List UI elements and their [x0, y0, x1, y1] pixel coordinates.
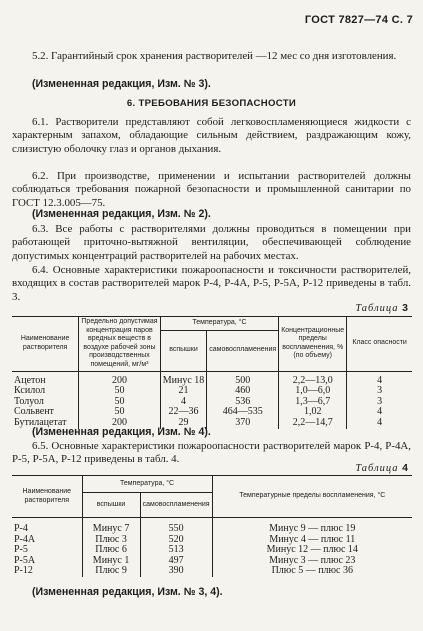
cell-class: 4: [347, 418, 412, 429]
cell-limits: 1,0—6,0: [279, 386, 347, 397]
paragraph-6-3: 6.3. Все работы с растворителями должны проводиться в помещении при работающей приточно-вытяжной вентиляции, обеспечивающей соблюдение допустимых концентраций растворителей на рабочих местах.: [12, 223, 411, 262]
column-header-pdk: Предельно допустимая концентрация паров вредных веществ в воздухе рабочей зоны производственных помещений, мг/м³: [79, 317, 160, 372]
cell-flash: Минус 18: [160, 371, 207, 386]
column-header-self-ignition: самовоспламенения: [207, 330, 279, 371]
cell-class: 3: [347, 386, 412, 397]
cell-class: 4: [347, 371, 412, 386]
cell-flash: Плюс 6: [82, 545, 140, 556]
table-row: [12, 371, 412, 386]
cell-flash: Минус 7: [82, 518, 140, 535]
cell-limits: 1,3—6,7: [279, 397, 347, 408]
cell-self: 550: [140, 518, 212, 535]
cell-name: Ксилол: [14, 385, 46, 397]
amendment-note: (Измененная редакция, Изм. № 3).: [32, 78, 211, 90]
cell-flash: 21: [160, 386, 207, 397]
cell-limits: 2,2—13,0: [279, 371, 347, 386]
cell-self: 520: [140, 535, 212, 546]
paragraph-6-2: 6.2. При производстве, применении и испытании растворителей должны соблюдаться требования пожарной безопасности и промышленной санитарии по ГОСТ 12.3.005—75.: [12, 170, 411, 209]
cell-flash: Плюс 3: [82, 535, 140, 546]
cell-flash: Плюс 9: [82, 566, 140, 577]
cell-self: 460: [207, 386, 279, 397]
column-header-temperature: Температура, °С: [82, 476, 212, 493]
cell-name: Бутилацетат: [14, 416, 67, 428]
table-row: [12, 518, 412, 535]
cell-class: 4: [347, 407, 412, 418]
cell-name: Р-12: [14, 565, 33, 577]
cell-limits: Минус 3 — плюс 23: [212, 556, 412, 567]
caption-number: 3: [402, 302, 409, 314]
column-header-name: Наименование растворителя: [12, 317, 79, 372]
amendment-note: (Измененная редакция, Изм. № 4).: [32, 426, 211, 438]
amendment-note: (Измененная редакция, Изм. № 3, 4).: [32, 586, 223, 598]
amendment-note: (Измененная редакция, Изм. № 2).: [32, 208, 211, 220]
column-header-temperature: Температура, °С: [160, 317, 278, 331]
cell-self: 390: [140, 566, 212, 577]
column-header-flash: вспышки: [82, 493, 140, 518]
cell-pdk: 200: [79, 418, 160, 429]
table-row: [12, 397, 412, 408]
caption-word: Таблица: [355, 303, 399, 314]
cell-pdk: 200: [79, 371, 160, 386]
cell-limits: 2,2—14,7: [279, 418, 347, 429]
cell-self: 500: [207, 371, 279, 386]
table-row: [12, 407, 412, 418]
column-header-flash: вспышки: [160, 330, 207, 371]
paragraph-5-2: 5.2. Гарантийный срок хранения растворителей —12 мес со дня изготовления.: [32, 50, 397, 62]
cell-name: Сольвент: [14, 406, 54, 418]
table-3: [12, 316, 412, 429]
cell-pdk: 50: [79, 397, 160, 408]
cell-name: Р-4: [14, 523, 28, 534]
section-title: 6. ТРЕБОВАНИЯ БЕЗОПАСНОСТИ: [126, 98, 297, 109]
cell-self: 536: [207, 397, 279, 408]
table-4: [12, 475, 412, 577]
cell-pdk: 50: [79, 386, 160, 397]
cell-limits: Плюс 5 — плюс 36: [212, 566, 412, 577]
paragraph-6-4: 6.4. Основные характеристики пожароопасности и токсичности растворителей, входящих в состав растворителей марок Р-4, Р-4А, Р-5, Р-5А, Р-12 приведены в табл. 3.: [12, 264, 411, 303]
cell-flash: 4: [160, 397, 207, 408]
cell-class: 3: [347, 397, 412, 408]
cell-flash: 22—36: [160, 407, 207, 418]
column-header-self-ignition: самовоспламенения: [140, 493, 212, 518]
caption-word: Таблица: [355, 463, 399, 474]
column-header-limits: Концентрационные пределы воспламенения, % (по объему): [279, 317, 347, 372]
cell-name: Р-4А: [14, 533, 36, 545]
table-row: [12, 386, 412, 397]
cell-limits: Минус 4 — плюс 11: [212, 535, 412, 546]
column-header-class: Класс опасности: [347, 317, 412, 372]
cell-limits: Минус 9 — плюс 19: [212, 518, 412, 535]
cell-self: 370: [207, 418, 279, 429]
table-3-caption: [355, 302, 409, 314]
page-header: ГОСТ 7827—74 С. 7: [304, 14, 413, 26]
paragraph-6-5: 6.5. Основные характеристики пожароопасности растворителей марок Р-4, Р-4А, Р-5, Р-5А, Р-12 приведены в табл. 4.: [12, 440, 411, 466]
cell-name: Р-5: [14, 544, 28, 556]
paragraph-6-1: 6.1. Растворители представляют собой легковоспламеняющиеся жидкости с характерным запахом, обладающие сильным действием, раздражающим кожу, слизистую оболочку глаз и органов дыхания.: [12, 116, 411, 155]
cell-self: 513: [140, 545, 212, 556]
cell-flash: Минус 1: [82, 556, 140, 567]
cell-pdk: 50: [79, 407, 160, 418]
table-4-caption: [355, 462, 409, 474]
table-row: [12, 566, 412, 577]
caption-number: 4: [402, 462, 409, 474]
cell-self: 497: [140, 556, 212, 567]
cell-flash: 29: [160, 418, 207, 429]
cell-name: Ацетон: [14, 374, 46, 386]
cell-name: Толуол: [14, 395, 44, 407]
cell-limits: Минус 12 — плюс 14: [212, 545, 412, 556]
cell-self: 464—535: [207, 407, 279, 418]
column-header-limits: Температурные пределы воспламенения, °С: [212, 476, 412, 518]
cell-limits: 1,02: [279, 407, 347, 418]
column-header-name: Наименование растворителя: [22, 487, 72, 504]
cell-name: Р-5А: [14, 554, 36, 566]
